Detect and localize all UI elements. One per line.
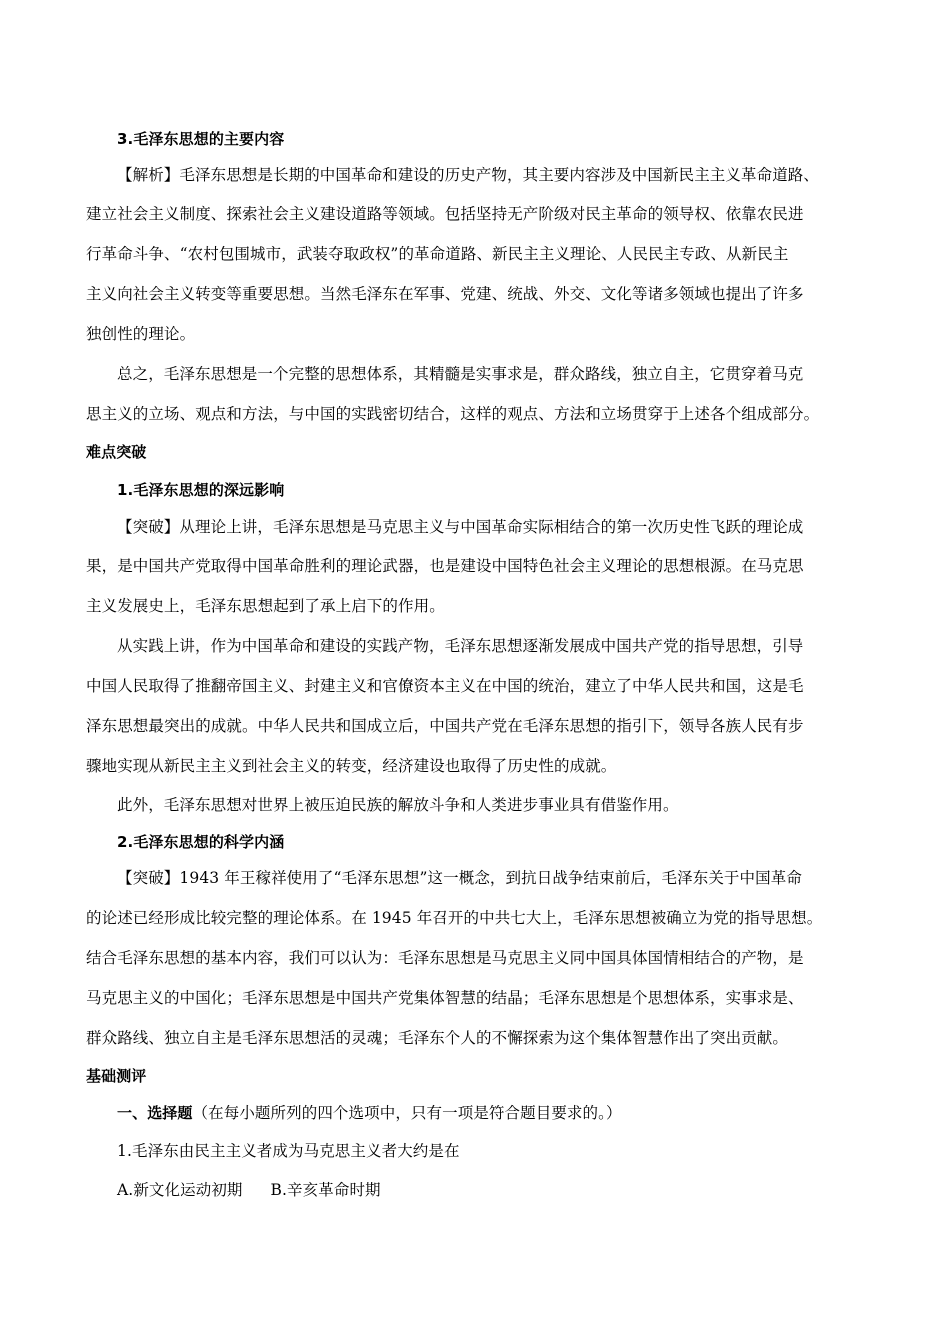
paragraph-line: 独创性的理论。 <box>86 325 196 343</box>
paragraph-line: 中国人民取得了推翻帝国主义、封建主义和官僚资本主义在中国的统治，建立了中华人民共和国，这是毛 <box>86 677 804 695</box>
paragraph-line: 骤地实现从新民主主义到社会主义的转变，经济建设也取得了历史性的成就。 <box>86 757 617 775</box>
question-section-header <box>117 1102 622 1124</box>
question-options <box>117 1179 381 1201</box>
subsection-heading-influence: 1.毛泽东思想的深远影响 <box>117 481 285 499</box>
paragraph-line: 主义发展史上，毛泽东思想起到了承上启下的作用。 <box>86 597 445 615</box>
option-b: B.辛亥革命时期 <box>270 1181 381 1199</box>
subsection-heading-connotation: 2.毛泽东思想的科学内涵 <box>117 833 285 851</box>
paragraph-line: 行革命斗争、“农村包围城市，武装夺取政权”的革命道路、新民主主义理论、人民民主专政、从新民主 <box>86 245 789 263</box>
paragraph-line: 群众路线、独立自主是毛泽东思想活的灵魂；毛泽东个人的不懈探索为这个集体智慧作出了突出贡献。 <box>86 1029 789 1047</box>
paragraph-line: 泽东思想最突出的成就。中华人民共和国成立后，中国共产党在毛泽东思想的指引下，领导各族人民有步 <box>86 717 804 735</box>
question-section-title: 一、选择题 <box>117 1104 193 1122</box>
question-stem: 1.毛泽东由民主主义者成为马克思主义者大约是在 <box>117 1142 460 1160</box>
section-heading-difficulty: 难点突破 <box>86 443 147 461</box>
paragraph-line: 主义向社会主义转变等重要思想。当然毛泽东在军事、党建、统战、外交、文化等诸多领域也提出了许多 <box>86 285 804 303</box>
paragraph-line: 思主义的立场、观点和方法，与中国的实践密切结合，这样的观点、方法和立场贯穿于上述各个组成部分。 <box>86 405 820 423</box>
paragraph-line: 建立社会主义制度、探索社会主义建设道路等领域。包括坚持无产阶级对民主革命的领导权、依靠农民进 <box>86 205 804 223</box>
option-a: A.新文化运动初期 <box>117 1181 243 1199</box>
question-section-note: （在每小题所列的四个选项中，只有一项是符合题目要求的。） <box>192 1104 622 1122</box>
paragraph-line: 【解析】毛泽东思想是长期的中国革命和建设的历史产物，其主要内容涉及中国新民主主义革命道路、 <box>117 166 820 184</box>
paragraph-line: 【突破】1943 年王稼祥使用了“毛泽东思想”这一概念，到抗日战争结束前后，毛泽东关于中国革命 <box>117 869 802 887</box>
paragraph-line: 从实践上讲，作为中国革命和建设的实践产物，毛泽东思想逐渐发展成中国共产党的指导思想，引导 <box>117 637 804 655</box>
paragraph-line: 【突破】从理论上讲，毛泽东思想是马克思主义与中国革命实际相结合的第一次历史性飞跃的理论成 <box>117 518 804 536</box>
paragraph-line: 的论述已经形成比较完整的理论体系。在 1945 年召开的中共七大上，毛泽东思想被确立为党的指导思想。 <box>86 909 823 927</box>
paragraph-line: 结合毛泽东思想的基本内容，我们可以认为：毛泽东思想是马克思主义同中国具体国情相结合的产物，是 <box>86 949 804 967</box>
section-heading-main-content: 3.毛泽东思想的主要内容 <box>117 130 285 148</box>
paragraph-line: 马克思主义的中国化；毛泽东思想是中国共产党集体智慧的结晶；毛泽东思想是个思想体系，实事求是、 <box>86 989 804 1007</box>
paragraph-line: 果，是中国共产党取得中国革命胜利的理论武器，也是建设中国特色社会主义理论的思想根源。在马克思 <box>86 557 804 575</box>
paragraph-line: 总之，毛泽东思想是一个完整的思想体系，其精髓是实事求是，群众路线，独立自主，它贯穿着马克 <box>117 365 804 383</box>
section-heading-assessment: 基础测评 <box>86 1067 147 1085</box>
paragraph-line: 此外，毛泽东思想对世界上被压迫民族的解放斗争和人类进步事业具有借鉴作用。 <box>117 796 679 814</box>
